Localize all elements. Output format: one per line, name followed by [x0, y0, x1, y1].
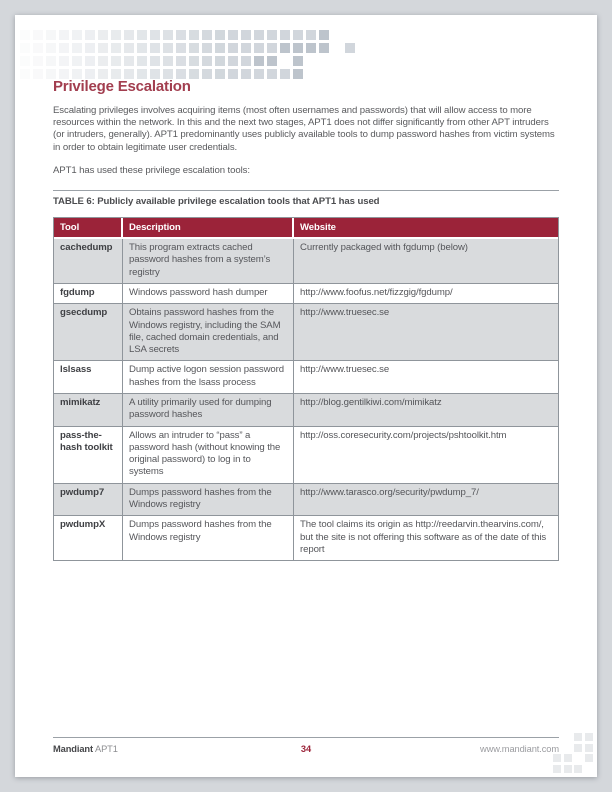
- table-row: [54, 484, 558, 517]
- footer-brand-suffix: APT1: [93, 744, 118, 754]
- table-row: [54, 394, 558, 427]
- column-header-website: Website: [294, 218, 558, 239]
- tool-cell: gsecdump: [54, 304, 123, 361]
- website-cell: Currently packaged with fgdump (below): [294, 239, 558, 284]
- table-row: [54, 427, 558, 484]
- column-header-tool: Tool: [54, 218, 123, 239]
- website-cell: http://www.tarasco.org/security/pwdump_7/: [294, 484, 558, 517]
- tool-cell: pwdump7: [54, 484, 123, 517]
- description-cell: A utility primarily used for dumping password hashes: [123, 394, 294, 427]
- tool-cell: cachedump: [54, 239, 123, 284]
- page-footer: [53, 737, 559, 754]
- description-cell: This program extracts cached password hashes from a system’s registry: [123, 239, 294, 284]
- tool-cell: mimikatz: [54, 394, 123, 427]
- website-cell: http://www.truesec.se: [294, 361, 558, 394]
- table-caption: TABLE 6: Publicly available privilege escalation tools that APT1 has used: [53, 196, 380, 208]
- header-squares-decoration: [20, 30, 358, 82]
- website-cell: The tool claims its origin as http://reedarvin.thearvins.com/, but the site is not offering this software as of the date of this report: [294, 516, 558, 560]
- document-page: [15, 15, 597, 777]
- description-cell: Allows an intruder to “pass” a password hash (without knowing the original password) to log in to systems: [123, 427, 294, 484]
- tool-cell: fgdump: [54, 284, 123, 304]
- table-row: [54, 304, 558, 361]
- table-row: [54, 516, 558, 560]
- tool-cell: pass-the-hash toolkit: [54, 427, 123, 484]
- page-content: [53, 79, 559, 561]
- page-title: Privilege Escalation: [53, 78, 191, 95]
- caption-divider: [53, 190, 559, 191]
- website-cell: http://www.truesec.se: [294, 304, 558, 361]
- website-cell: http://blog.gentilkiwi.com/mimikatz: [294, 394, 558, 427]
- body-paragraph: Escalating privileges involves acquiring items (most often usernames and passwords) that will allow access to more resources within the network. In this and the next two stages, APT1 does not differ significantly from other APT intruders (or intruders, generally). APT1 predominantly uses publicly available tools to dump password hashes from victim systems in order to obtain legitimate user credentials.: [53, 105, 555, 153]
- description-cell: Dumps password hashes from the Windows registry: [123, 484, 294, 517]
- tool-cell: lslsass: [54, 361, 123, 394]
- footer-brand: [53, 744, 301, 754]
- table-header-row: [54, 218, 558, 239]
- footer-website: www.mandiant.com: [479, 744, 559, 754]
- description-cell: Dumps password hashes from the Windows registry: [123, 516, 294, 560]
- website-cell: http://www.foofus.net/fizzgig/fgdump/: [294, 284, 558, 304]
- description-cell: Obtains password hashes from the Windows registry, including the SAM file, cached domain credentials, and LSA secrets: [123, 304, 294, 361]
- footer-brand-name: Mandiant: [53, 744, 94, 754]
- page-number: 34: [300, 744, 312, 754]
- tool-cell: pwdumpX: [54, 516, 123, 560]
- description-cell: Windows password hash dumper: [123, 284, 294, 304]
- column-header-description: Description: [123, 218, 294, 239]
- intro-paragraph: APT1 has used these privilege escalation tools:: [53, 164, 250, 176]
- website-cell: http://oss.coresecurity.com/projects/pshtoolkit.htm: [294, 427, 558, 484]
- tools-table: [53, 217, 559, 561]
- description-cell: Dump active logon session password hashes from the lsass process: [123, 361, 294, 394]
- footer-squares-decoration: [553, 733, 595, 775]
- table-row: [54, 361, 558, 394]
- table-row: [54, 239, 558, 284]
- table-row: [54, 284, 558, 304]
